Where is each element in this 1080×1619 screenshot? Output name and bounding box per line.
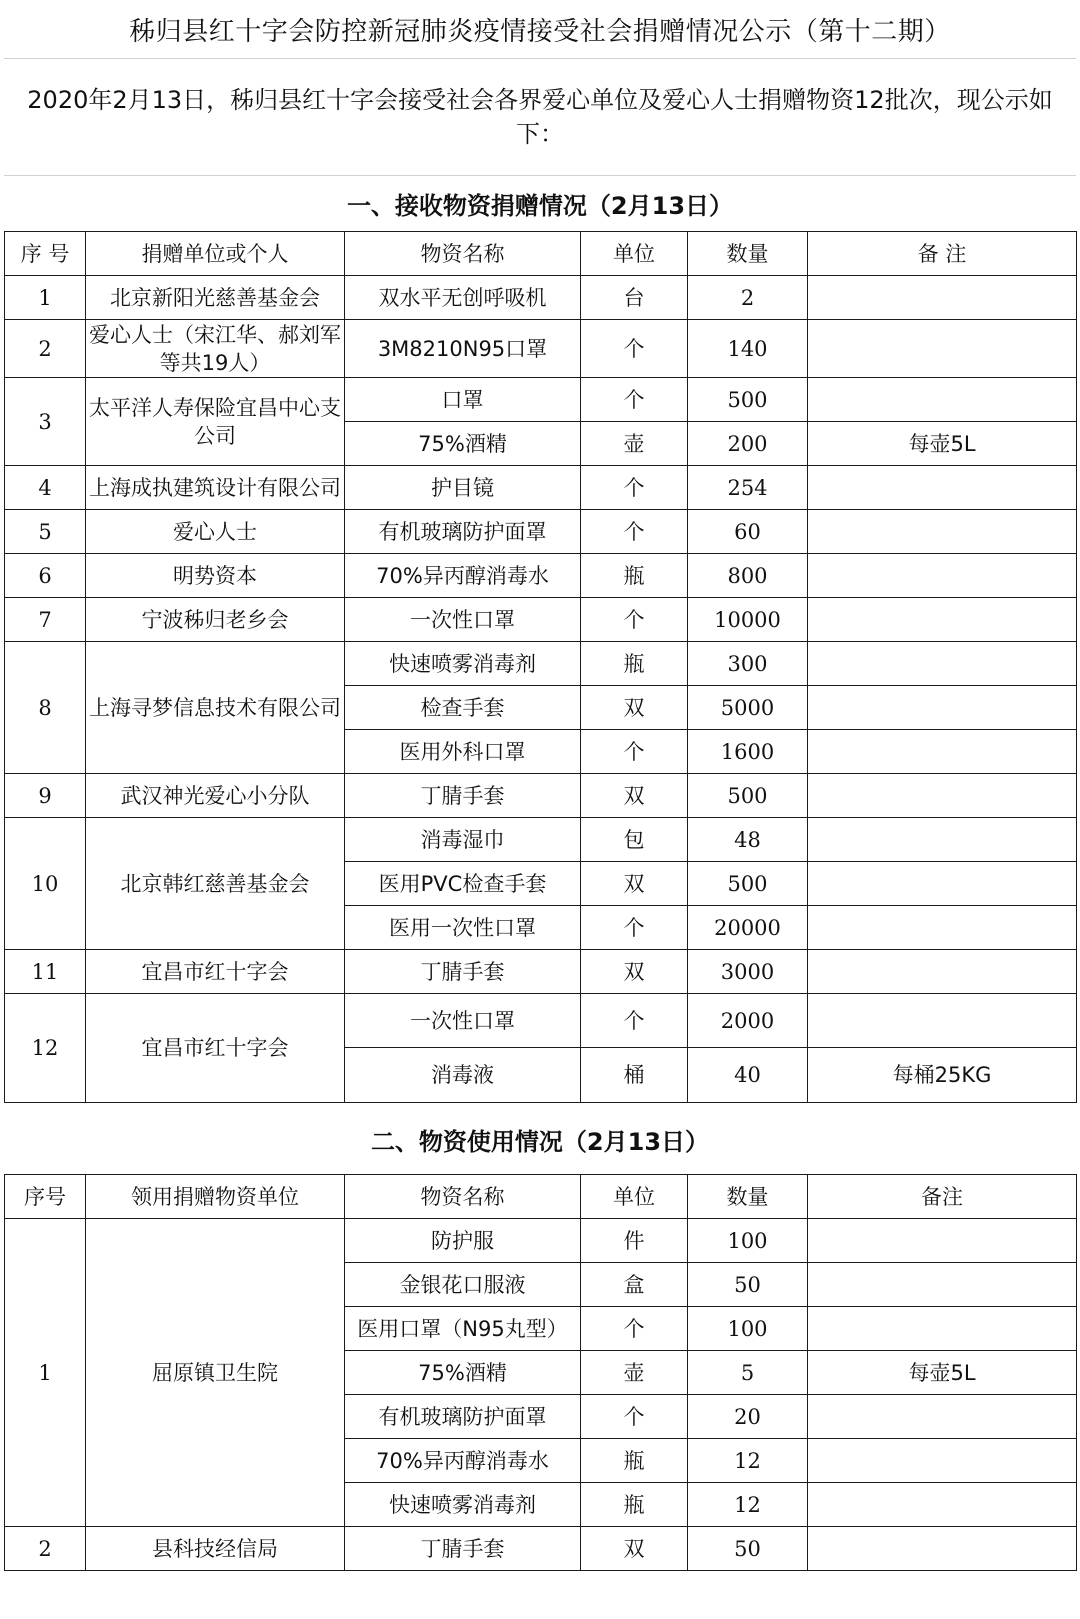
item-note bbox=[808, 1307, 1077, 1351]
donor-name: 上海成执建筑设计有限公司 bbox=[86, 466, 345, 510]
item-qty: 500 bbox=[688, 774, 808, 818]
item-note bbox=[808, 642, 1077, 686]
item-unit: 双 bbox=[581, 686, 688, 730]
section-2-title: 二、物资使用情况（2月13日） bbox=[370, 1127, 710, 1156]
item-qty: 60 bbox=[688, 510, 808, 554]
item-qty: 10000 bbox=[688, 598, 808, 642]
item-note bbox=[808, 1483, 1077, 1527]
item-qty: 800 bbox=[688, 554, 808, 598]
row-number: 6 bbox=[5, 554, 86, 598]
row-number: 4 bbox=[5, 466, 86, 510]
item-name: 检查手套 bbox=[345, 686, 581, 730]
table-row bbox=[5, 994, 1077, 1048]
item-unit: 双 bbox=[581, 774, 688, 818]
section-1-title: 一、接收物资捐赠情况（2月13日） bbox=[346, 191, 734, 220]
item-name: 丁腈手套 bbox=[345, 774, 581, 818]
donor-name: 县科技经信局 bbox=[86, 1527, 345, 1571]
donor-name: 上海寻梦信息技术有限公司 bbox=[86, 642, 345, 774]
donor-name: 武汉神光爱心小分队 bbox=[86, 774, 345, 818]
item-name: 有机玻璃防护面罩 bbox=[345, 1395, 581, 1439]
row-number: 9 bbox=[5, 774, 86, 818]
item-unit: 瓶 bbox=[581, 642, 688, 686]
table-row bbox=[5, 950, 1077, 994]
item-note bbox=[808, 320, 1077, 378]
header-note: 备注 bbox=[808, 1175, 1077, 1219]
item-note bbox=[808, 1263, 1077, 1307]
item-qty: 5 bbox=[688, 1351, 808, 1395]
item-note bbox=[808, 378, 1077, 422]
item-qty: 40 bbox=[688, 1048, 808, 1103]
item-note bbox=[808, 554, 1077, 598]
header-no: 序号 bbox=[5, 1175, 86, 1219]
table-row bbox=[5, 774, 1077, 818]
item-unit: 双 bbox=[581, 862, 688, 906]
item-unit: 瓶 bbox=[581, 1483, 688, 1527]
item-name: 医用PVC检查手套 bbox=[345, 862, 581, 906]
item-name: 3M8210N95口罩 bbox=[345, 320, 581, 378]
item-qty: 254 bbox=[688, 466, 808, 510]
item-name: 70%异丙醇消毒水 bbox=[345, 554, 581, 598]
item-name: 有机玻璃防护面罩 bbox=[345, 510, 581, 554]
item-qty: 300 bbox=[688, 642, 808, 686]
item-note bbox=[808, 510, 1077, 554]
item-unit: 瓶 bbox=[581, 554, 688, 598]
table-row bbox=[5, 466, 1077, 510]
row-number: 1 bbox=[5, 276, 86, 320]
item-unit: 台 bbox=[581, 276, 688, 320]
item-note bbox=[808, 1527, 1077, 1571]
row-number: 2 bbox=[5, 1527, 86, 1571]
row-number: 5 bbox=[5, 510, 86, 554]
usage-table-body bbox=[5, 1219, 1077, 1571]
item-note bbox=[808, 466, 1077, 510]
item-unit: 个 bbox=[581, 994, 688, 1048]
usage-table bbox=[4, 1174, 1077, 1571]
donor-name: 宁波秭归老乡会 bbox=[86, 598, 345, 642]
donor-name: 北京新阳光慈善基金会 bbox=[86, 276, 345, 320]
table-header-row bbox=[5, 232, 1077, 276]
item-name: 口罩 bbox=[345, 378, 581, 422]
header-unit: 单位 bbox=[581, 232, 688, 276]
row-number: 2 bbox=[5, 320, 86, 378]
item-name: 护目镜 bbox=[345, 466, 581, 510]
donor-name: 宜昌市红十字会 bbox=[86, 950, 345, 994]
header-item-name: 物资名称 bbox=[345, 1175, 581, 1219]
header-donor: 捐赠单位或个人 bbox=[86, 232, 345, 276]
item-unit: 双 bbox=[581, 950, 688, 994]
item-name: 防护服 bbox=[345, 1219, 581, 1263]
row-number: 11 bbox=[5, 950, 86, 994]
item-name: 70%异丙醇消毒水 bbox=[345, 1439, 581, 1483]
item-note bbox=[808, 906, 1077, 950]
item-note bbox=[808, 774, 1077, 818]
header-qty: 数量 bbox=[688, 232, 808, 276]
donation-table-body bbox=[5, 276, 1077, 1103]
item-qty: 2000 bbox=[688, 994, 808, 1048]
donor-name: 宜昌市红十字会 bbox=[86, 994, 345, 1103]
item-note bbox=[808, 598, 1077, 642]
item-qty: 3000 bbox=[688, 950, 808, 994]
item-name: 双水平无创呼吸机 bbox=[345, 276, 581, 320]
item-note bbox=[808, 818, 1077, 862]
item-qty: 50 bbox=[688, 1527, 808, 1571]
item-unit: 壶 bbox=[581, 1351, 688, 1395]
table-row bbox=[5, 276, 1077, 320]
item-note bbox=[808, 730, 1077, 774]
header-note: 备 注 bbox=[808, 232, 1077, 276]
item-name: 75%酒精 bbox=[345, 1351, 581, 1395]
item-qty: 200 bbox=[688, 422, 808, 466]
item-unit: 盒 bbox=[581, 1263, 688, 1307]
item-unit: 个 bbox=[581, 598, 688, 642]
item-name: 一次性口罩 bbox=[345, 598, 581, 642]
donation-table bbox=[4, 231, 1077, 1103]
item-unit: 个 bbox=[581, 510, 688, 554]
item-qty: 100 bbox=[688, 1307, 808, 1351]
item-name: 金银花口服液 bbox=[345, 1263, 581, 1307]
item-unit: 件 bbox=[581, 1219, 688, 1263]
item-qty: 100 bbox=[688, 1219, 808, 1263]
table-row bbox=[5, 1527, 1077, 1571]
item-unit: 个 bbox=[581, 320, 688, 378]
item-qty: 12 bbox=[688, 1439, 808, 1483]
item-name: 医用外科口罩 bbox=[345, 730, 581, 774]
item-qty: 2 bbox=[688, 276, 808, 320]
item-unit: 个 bbox=[581, 378, 688, 422]
page-title: 秭归县红十字会防控新冠肺炎疫情接受社会捐赠情况公示（第十二期） bbox=[4, 0, 1076, 59]
table-row bbox=[5, 554, 1077, 598]
item-note: 每壶5L bbox=[808, 1351, 1077, 1395]
row-number: 10 bbox=[5, 818, 86, 950]
item-name: 消毒湿巾 bbox=[345, 818, 581, 862]
table-row bbox=[5, 378, 1077, 422]
item-qty: 20 bbox=[688, 1395, 808, 1439]
item-qty: 140 bbox=[688, 320, 808, 378]
item-qty: 50 bbox=[688, 1263, 808, 1307]
item-name: 医用口罩（N95丸型） bbox=[345, 1307, 581, 1351]
item-name: 快速喷雾消毒剂 bbox=[345, 642, 581, 686]
header-qty: 数量 bbox=[688, 1175, 808, 1219]
item-note bbox=[808, 950, 1077, 994]
table-row bbox=[5, 320, 1077, 378]
row-number: 8 bbox=[5, 642, 86, 774]
row-number: 7 bbox=[5, 598, 86, 642]
item-name: 一次性口罩 bbox=[345, 994, 581, 1048]
item-qty: 20000 bbox=[688, 906, 808, 950]
donor-name: 爱心人士（宋江华、郝刘军等共19人） bbox=[86, 320, 345, 378]
item-note bbox=[808, 686, 1077, 730]
item-name: 快速喷雾消毒剂 bbox=[345, 1483, 581, 1527]
item-name: 75%酒精 bbox=[345, 422, 581, 466]
item-qty: 48 bbox=[688, 818, 808, 862]
item-name: 丁腈手套 bbox=[345, 1527, 581, 1571]
item-note bbox=[808, 276, 1077, 320]
item-unit: 包 bbox=[581, 818, 688, 862]
intro-paragraph: 2020年2月13日，秭归县红十字会接受社会各界爱心单位及爱心人士捐赠物资12批次，现公示如下： bbox=[4, 58, 1076, 176]
item-note bbox=[808, 1395, 1077, 1439]
table-row bbox=[5, 598, 1077, 642]
item-unit: 双 bbox=[581, 1527, 688, 1571]
item-note bbox=[808, 862, 1077, 906]
donor-name: 屈原镇卫生院 bbox=[86, 1219, 345, 1527]
item-unit: 个 bbox=[581, 466, 688, 510]
item-unit: 壶 bbox=[581, 422, 688, 466]
item-qty: 5000 bbox=[688, 686, 808, 730]
item-unit: 瓶 bbox=[581, 1439, 688, 1483]
item-qty: 500 bbox=[688, 378, 808, 422]
item-unit: 个 bbox=[581, 1395, 688, 1439]
donor-name: 北京韩红慈善基金会 bbox=[86, 818, 345, 950]
donor-name: 太平洋人寿保险宜昌中心支公司 bbox=[86, 378, 345, 466]
table-row bbox=[5, 510, 1077, 554]
table-row bbox=[5, 1219, 1077, 1263]
item-unit: 个 bbox=[581, 906, 688, 950]
item-qty: 500 bbox=[688, 862, 808, 906]
item-qty: 1600 bbox=[688, 730, 808, 774]
item-note bbox=[808, 1219, 1077, 1263]
header-recipient: 领用捐赠物资单位 bbox=[86, 1175, 345, 1219]
item-unit: 个 bbox=[581, 1307, 688, 1351]
item-name: 丁腈手套 bbox=[345, 950, 581, 994]
header-unit: 单位 bbox=[581, 1175, 688, 1219]
item-note: 每壶5L bbox=[808, 422, 1077, 466]
donor-name: 明势资本 bbox=[86, 554, 345, 598]
donor-name: 爱心人士 bbox=[86, 510, 345, 554]
item-note bbox=[808, 1439, 1077, 1483]
row-number: 3 bbox=[5, 378, 86, 466]
table-row bbox=[5, 642, 1077, 686]
item-name: 医用一次性口罩 bbox=[345, 906, 581, 950]
header-item-name: 物资名称 bbox=[345, 232, 581, 276]
row-number: 1 bbox=[5, 1219, 86, 1527]
item-unit: 个 bbox=[581, 730, 688, 774]
header-no: 序 号 bbox=[5, 232, 86, 276]
row-number: 12 bbox=[5, 994, 86, 1103]
table-header-row bbox=[5, 1175, 1077, 1219]
item-note bbox=[808, 994, 1077, 1048]
item-unit: 桶 bbox=[581, 1048, 688, 1103]
table-row bbox=[5, 818, 1077, 862]
item-name: 消毒液 bbox=[345, 1048, 581, 1103]
item-qty: 12 bbox=[688, 1483, 808, 1527]
item-note: 每桶25KG bbox=[808, 1048, 1077, 1103]
